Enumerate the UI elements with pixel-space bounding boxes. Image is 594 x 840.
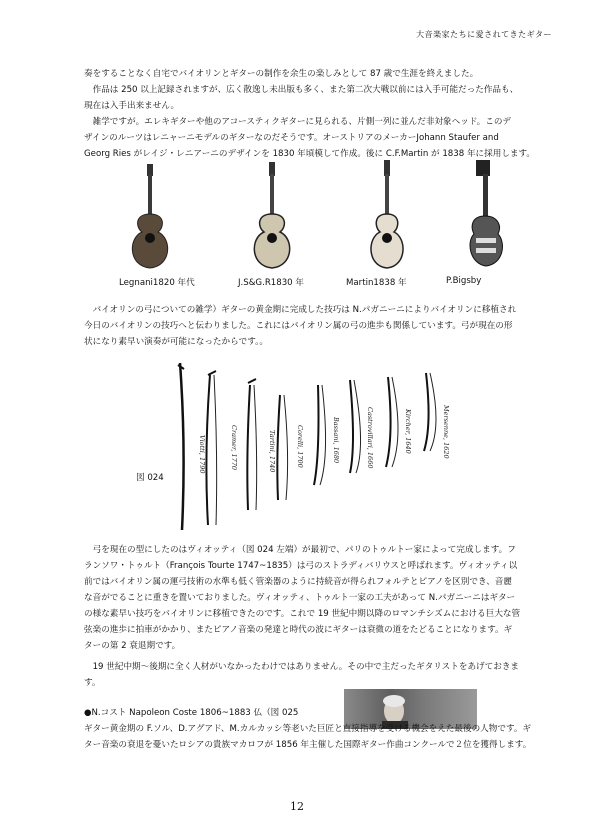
guitar-photos (100, 160, 520, 285)
paragraph-5 (84, 721, 568, 753)
page-number: 12 (290, 800, 304, 813)
text-line: ギター黄金期の F.ソル、D.アグアド、M.カルカッシ等老いた巨匠と直接指導を受ける機会をえた最後の人物です。ギ (84, 724, 532, 734)
bigsby-guitar-image (454, 160, 518, 272)
text-line: 作品は 250 以上記録されますが、広く散逸し未出版も多く、また第二次大戦以前には入手可能だった作品も、 (84, 85, 519, 95)
text-line: ターの第 2 衰退期です。 (84, 641, 181, 651)
text-line: 19 世紀中期～後期に全く人材がいなかったわけではありません。その中で主だったギタリストをあげておきま (84, 662, 520, 672)
text-line: 奏をすることなく自宅でバイオリンとギターの制作を余生の楽しみとして 87 歳で生涯を終えました。 (84, 69, 479, 79)
text-line: 雑学ですが。エレキギターや他のアコースティクギターに見られる、片側一列に並んだ非対象ヘッド。このデ (84, 117, 512, 127)
paragraph-1 (84, 66, 568, 162)
paragraph-4 (84, 659, 568, 691)
text-line: ランソワ・トゥルト（François Tourte 1747~1835）は弓のストラディバリウスと呼ばれます。ヴィオッティ以 (84, 561, 518, 571)
bow-label-viotti: Viotti, 1790 (198, 435, 206, 474)
running-header: 大音楽家たちに愛されてきたギター (416, 30, 552, 39)
guitar-caption-staufer: J.S&G.R1830 年 (238, 278, 304, 288)
text-line: Georg Ries がレイジ・レニアーニのデザインを 1830 年頃模して作成。後に C.F.Martin が 1838 年に採用します。 (84, 149, 536, 159)
bow-label-bassani: Bassani, 1680 (332, 417, 340, 464)
bow-label-corelli: Corelli, 1700 (296, 425, 304, 468)
guitar-caption-legnani: Legnani1820 年代 (119, 278, 195, 288)
text-line: 前ではバイオリン属の運弓技術の水準も低く管楽器のように持続音が得られフォルテとピアノを区別でき、音麗 (84, 577, 512, 587)
text-line: 弦楽の進歩に拍車がかかり、またピアノ音楽の発達と時代の波にギターは衰微の道をたどることになります。ギ (84, 625, 513, 635)
text-line: な音がでることに重きを置いておりました。ヴィオッティ、トゥルト一家の工夫があって N.パガニーニはギター (84, 593, 516, 603)
paragraph-2 (84, 302, 568, 350)
text-line: 状になり素早い演奏が可能になったからです。。 (84, 337, 268, 347)
martin-guitar-image (355, 160, 419, 272)
bow-label-castrovillari: Castrovillari, 1660 (366, 407, 374, 469)
staufer-guitar-image (240, 160, 304, 272)
text-line: 弓を現在の型にしたのはヴィオッティ（図 024 左端）が最初で、パリのトゥルトー家によって完成します。フ (84, 545, 516, 555)
bow-label-tartini: Tartini, 1740 (268, 430, 276, 473)
text-line: バイオリンの弓についての雑学）ギターの黄金期に完成した技巧は N.パガニーニによりバイオリンに移植され (84, 305, 517, 315)
bow-label-cramer: Cramer, 1770 (230, 425, 238, 471)
text-line: ター音楽の衰退を憂いたロシアの貴族マカロフが 1856 年主催した国際ギター作曲コンクールで２位を獲得します。 (84, 740, 532, 750)
text-line: 現在は入手出来ません。 (84, 101, 180, 111)
bow-illustration (170, 355, 470, 535)
guitar-caption-martin: Martin1838 年 (346, 278, 407, 288)
text-line: す。 (84, 678, 101, 688)
legnani-guitar-image (118, 160, 182, 272)
text-line: ザインのルーツはレニャーニモデルのギターなのだそうです。オーストリアのメーカーJohann Staufer and (84, 133, 499, 143)
guitar-caption-bigsby: P.Bigsby (446, 276, 482, 286)
figure-label: 図 024 (136, 473, 164, 483)
text-line: の様な素早い技巧をバイオリンに移植できたのです。これで 19 世紀中期以降のロマンチシズムにおける巨大な管 (84, 609, 521, 619)
text-line: 今日のバイオリンの技巧へと伝わりました。これにはバイオリン属の弓の進歩も関係しています。弓が現在の形 (84, 321, 513, 331)
coste-heading: ●N.コスト Napoleon Coste 1806~1883 仏（図 025 (84, 708, 299, 718)
bow-label-mersenne: Mersenne, 1620 (442, 405, 450, 459)
paragraph-3 (84, 542, 568, 654)
bow-label-kircher: Kircher, 1640 (404, 409, 412, 454)
